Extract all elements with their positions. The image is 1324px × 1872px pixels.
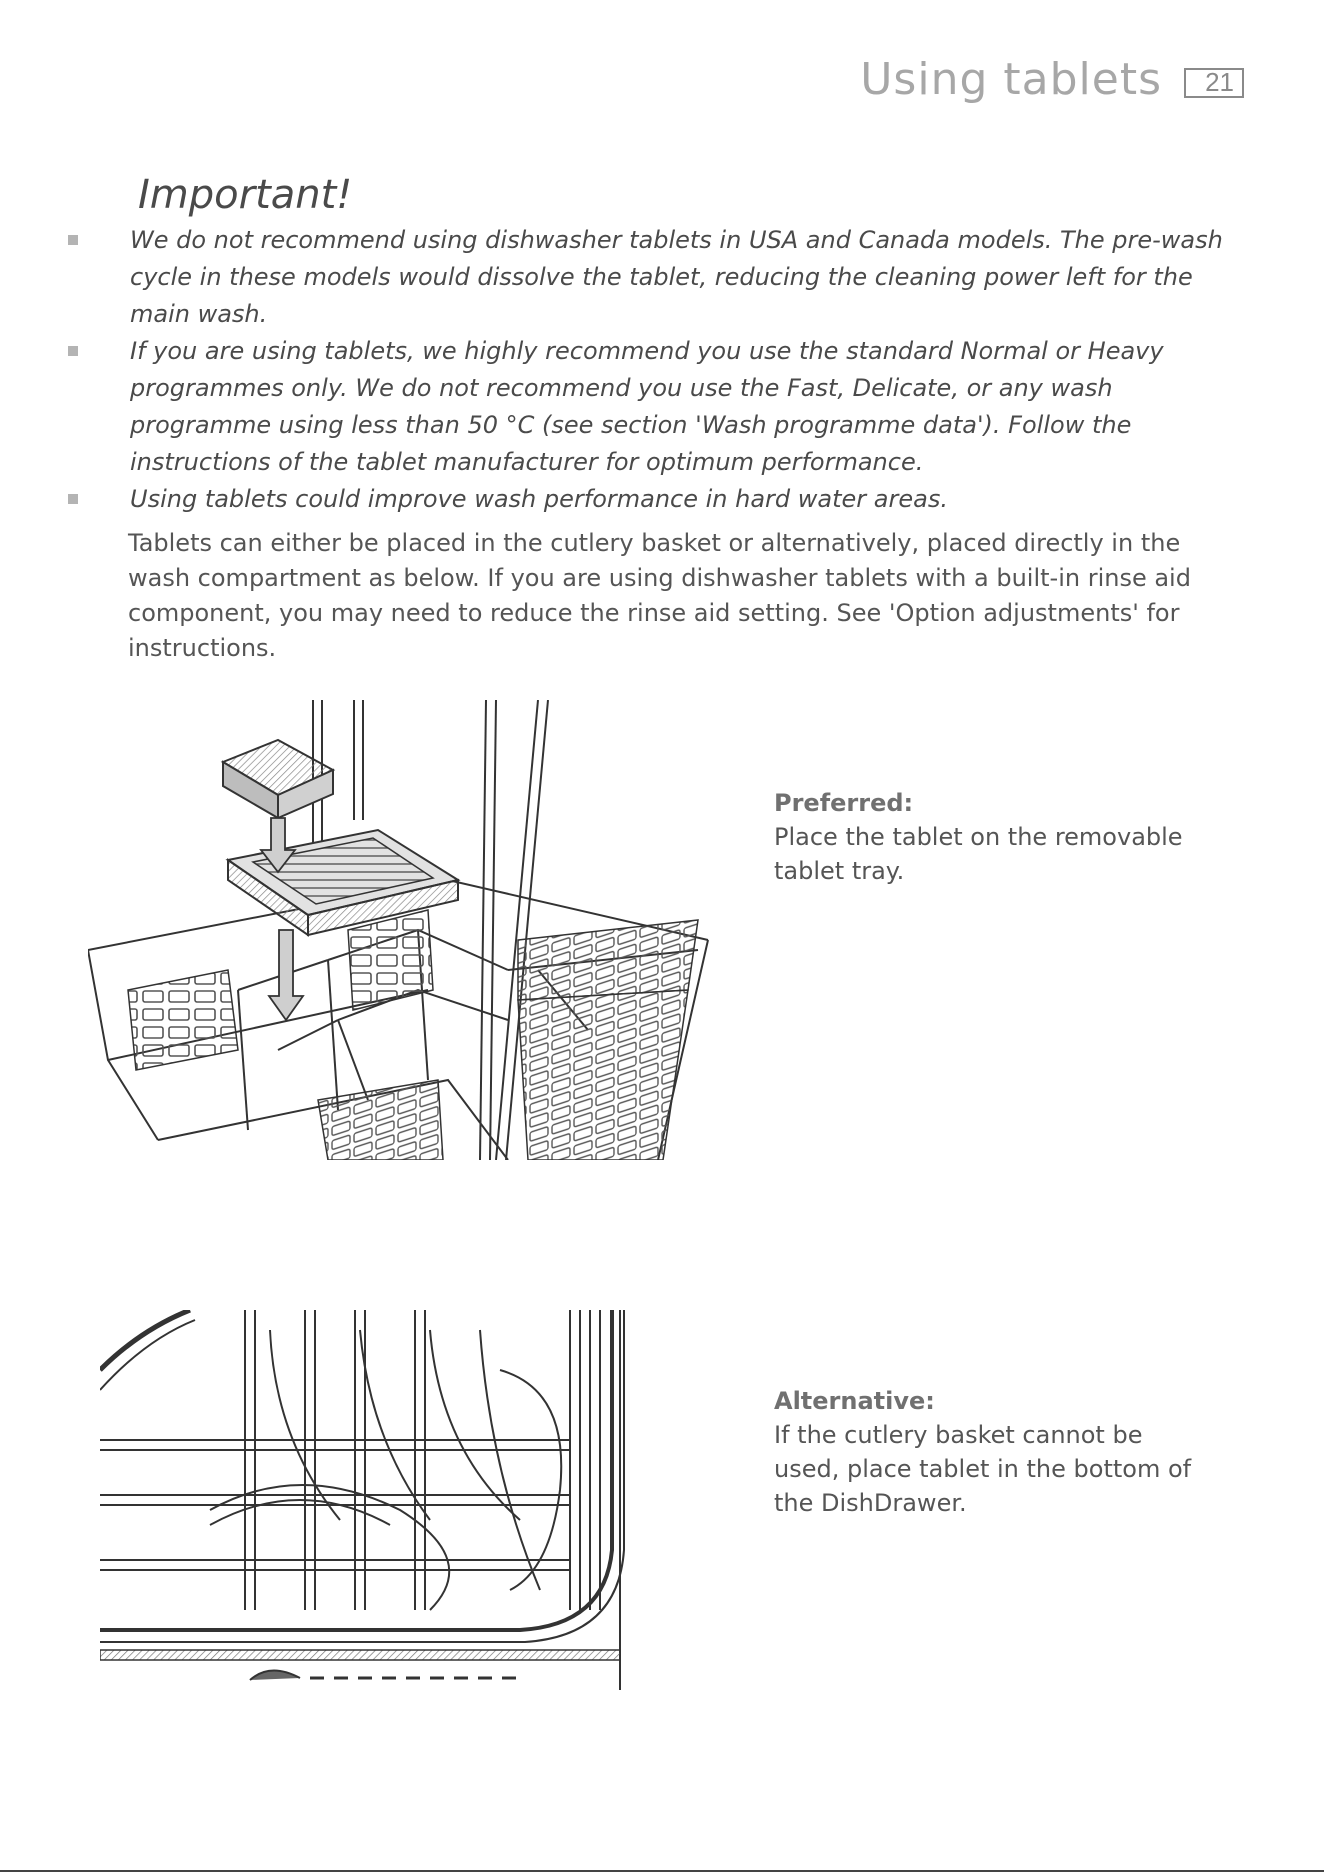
- intro-paragraph: Tablets can either be placed in the cutlery basket or alternatively, placed directly in the wash compartment as below. If you are using dishwasher tablets with a built-in rinse aid component, you may need to reduce the rinse aid setting. See 'Option adjustments' for instructions.: [128, 529, 1191, 662]
- page-number: 21: [1184, 68, 1244, 98]
- important-item: [62, 481, 1232, 518]
- square-bullet-icon: [68, 235, 78, 245]
- important-item: [62, 333, 1232, 481]
- page-title: Using tablets: [860, 54, 1162, 105]
- tablet-shape: [223, 740, 333, 818]
- important-heading: Important!: [138, 172, 353, 218]
- preferred-caption: [774, 786, 1214, 888]
- important-item-text: If you are using tablets, we highly recommend you use the standard Normal or Heavy programmes only. We do not recommend you use the Fast, Delicate, or any wash programme using less than 50 °C (see section 'Wash programme data'). Follow the instructions of the tablet manufacturer for optimum performance.: [130, 337, 1164, 476]
- important-item-text: Using tablets could improve wash performance in hard water areas.: [130, 485, 948, 513]
- important-item: [62, 222, 1232, 333]
- cutlery-basket-tablet-tray-illustration: [88, 700, 728, 1160]
- important-list: [62, 222, 1232, 518]
- alternative-title: Alternative:: [774, 1387, 935, 1415]
- preferred-text: Place the tablet on the removable tablet tray.: [774, 823, 1183, 885]
- alternative-caption: [774, 1384, 1214, 1520]
- page-header: [860, 54, 1244, 105]
- alternative-text: If the cutlery basket cannot be used, place tablet in the bottom of the DishDrawer.: [774, 1421, 1192, 1517]
- square-bullet-icon: [68, 494, 78, 504]
- preferred-title: Preferred:: [774, 789, 914, 817]
- dishdrawer-bottom-illustration: [100, 1310, 700, 1690]
- important-item-text: We do not recommend using dishwasher tablets in USA and Canada models. The pre-wash cycle in these models would dissolve the tablet, reducing the cleaning power left for the main wash.: [130, 226, 1223, 328]
- square-bullet-icon: [68, 346, 78, 356]
